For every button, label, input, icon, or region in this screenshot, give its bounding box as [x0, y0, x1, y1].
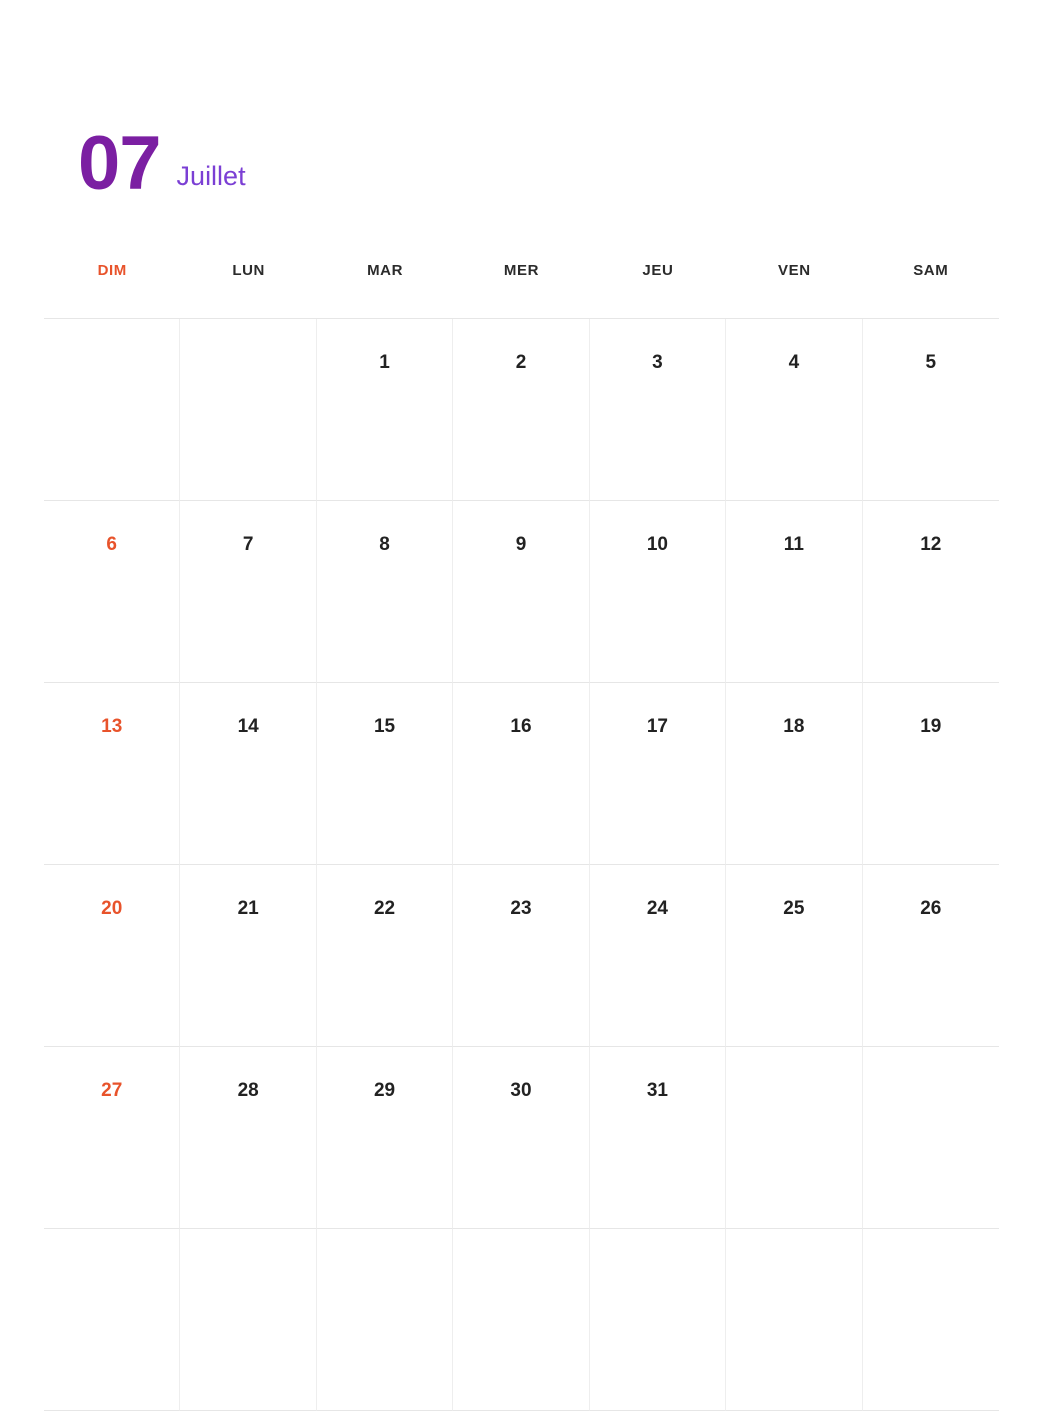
day-cell[interactable]	[863, 865, 999, 1047]
weekday-label-lun: LUN	[232, 262, 265, 279]
day-cell[interactable]	[317, 683, 453, 865]
day-cell[interactable]	[180, 1047, 316, 1229]
day-number: 18	[783, 716, 805, 737]
day-number: 31	[646, 1080, 668, 1101]
day-number: 16	[510, 716, 532, 737]
day-cell-empty	[44, 1229, 180, 1411]
day-number: 3	[652, 352, 663, 373]
day-cell[interactable]	[44, 683, 180, 865]
day-cell[interactable]	[590, 319, 726, 501]
day-cell[interactable]	[590, 501, 726, 683]
day-number: 22	[373, 898, 396, 919]
month-name: Juillet	[176, 161, 246, 192]
day-number: 2	[515, 352, 527, 373]
day-number: 15	[373, 716, 396, 737]
day-cell-empty	[726, 1047, 862, 1229]
day-number: 11	[783, 534, 804, 555]
day-cell[interactable]	[453, 501, 589, 683]
day-cell-empty	[180, 319, 316, 501]
day-cell[interactable]	[317, 319, 453, 501]
day-number: 28	[237, 1080, 259, 1101]
weekday-label-mar: MAR	[367, 262, 404, 279]
day-number: 4	[788, 352, 800, 373]
day-cell[interactable]	[590, 865, 726, 1047]
weekday-header-row	[44, 262, 999, 279]
day-cell[interactable]	[726, 683, 862, 865]
day-number: 6	[106, 534, 117, 555]
day-cell[interactable]	[180, 501, 316, 683]
day-cell[interactable]	[453, 865, 589, 1047]
day-cell[interactable]	[726, 501, 862, 683]
day-number: 21	[237, 898, 259, 919]
day-number: 14	[237, 716, 259, 737]
day-cell[interactable]	[453, 1047, 589, 1229]
day-cell[interactable]	[317, 865, 453, 1047]
day-number: 29	[373, 1080, 396, 1101]
day-number: 20	[101, 898, 123, 919]
day-number: 17	[646, 716, 668, 737]
month-header	[78, 121, 246, 206]
day-number: 13	[101, 716, 123, 737]
day-cell-empty	[44, 319, 180, 501]
day-number: 24	[646, 898, 668, 919]
day-cell-empty	[317, 1229, 453, 1411]
day-cell-empty	[180, 1229, 316, 1411]
weekday-label-jeu: JEU	[642, 262, 674, 279]
day-cell[interactable]	[44, 865, 180, 1047]
day-cell[interactable]	[863, 501, 999, 683]
day-cell-empty	[590, 1229, 726, 1411]
day-number: 8	[379, 534, 390, 555]
weekday-label-dim: DIM	[97, 262, 127, 279]
day-cell[interactable]	[590, 683, 726, 865]
weekday-label-mer: MER	[503, 262, 540, 279]
day-cell[interactable]	[180, 683, 316, 865]
day-number: 27	[101, 1080, 123, 1101]
day-cell[interactable]	[453, 319, 589, 501]
day-number: 12	[920, 534, 942, 555]
day-number: 19	[920, 716, 942, 737]
day-cell-empty	[726, 1229, 862, 1411]
calendar-grid	[44, 318, 999, 1411]
day-number: 7	[242, 534, 254, 555]
day-number: 26	[920, 898, 942, 919]
weekday-label-ven: VEN	[778, 262, 811, 279]
weekday-label-sam: SAM	[913, 262, 949, 279]
day-cell[interactable]	[863, 319, 999, 501]
day-number: 25	[783, 898, 805, 919]
day-cell[interactable]	[317, 1047, 453, 1229]
month-number: 07	[78, 121, 161, 206]
day-cell[interactable]	[180, 865, 316, 1047]
day-number: 10	[646, 534, 668, 555]
day-cell[interactable]	[453, 683, 589, 865]
day-cell[interactable]	[726, 865, 862, 1047]
day-cell[interactable]	[44, 1047, 180, 1229]
day-cell[interactable]	[317, 501, 453, 683]
day-cell[interactable]	[726, 319, 862, 501]
day-cell-empty	[863, 1229, 999, 1411]
day-number: 23	[510, 898, 532, 919]
day-cell-empty	[453, 1229, 589, 1411]
day-number: 5	[925, 352, 937, 373]
day-cell[interactable]	[590, 1047, 726, 1229]
day-number: 9	[515, 534, 527, 555]
day-cell[interactable]	[44, 501, 180, 683]
day-number: 30	[510, 1080, 532, 1101]
day-cell-empty	[863, 1047, 999, 1229]
day-cell[interactable]	[863, 683, 999, 865]
day-number: 1	[379, 352, 390, 373]
